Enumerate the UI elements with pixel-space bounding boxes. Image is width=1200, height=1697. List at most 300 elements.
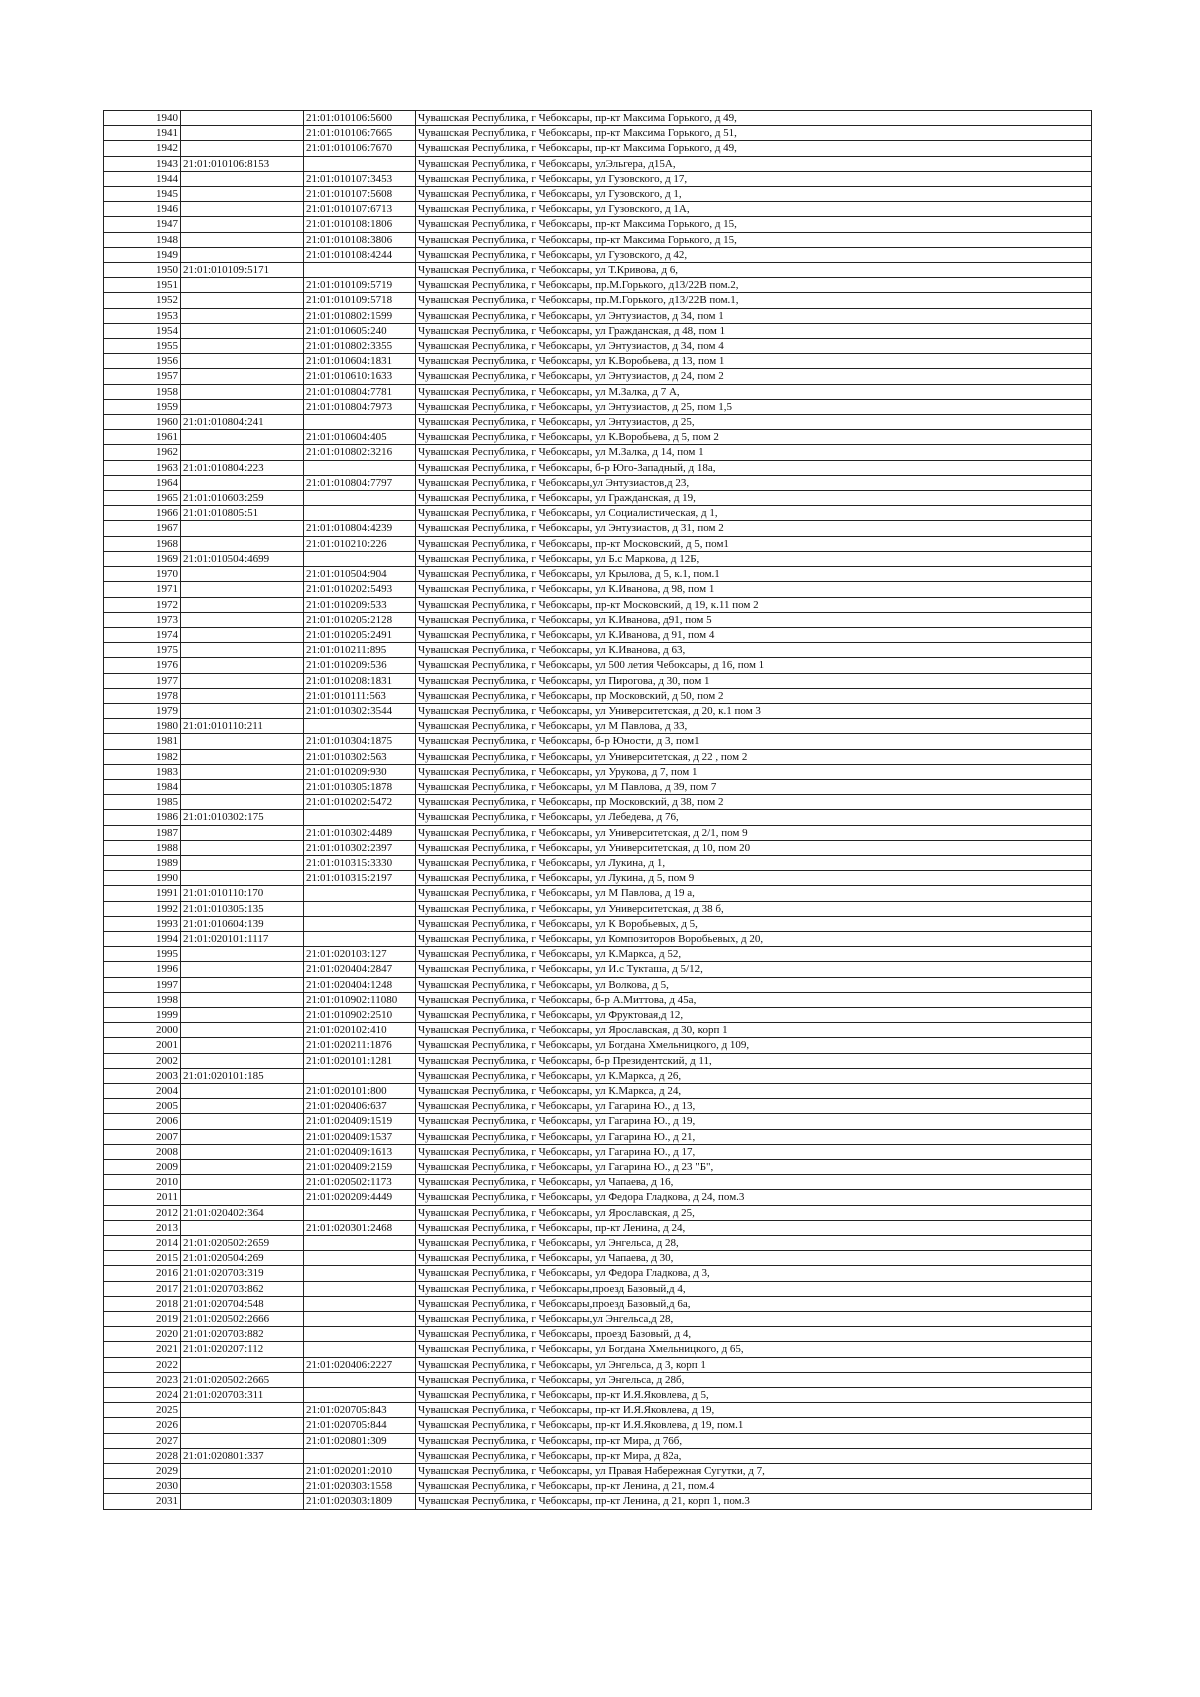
row-number-cell: 1965 bbox=[104, 491, 181, 506]
table-row bbox=[104, 308, 1092, 323]
row-number-cell: 1995 bbox=[104, 947, 181, 962]
land-cadastral-number-cell bbox=[181, 323, 304, 338]
land-cadastral-number-cell bbox=[181, 278, 304, 293]
table-row bbox=[104, 232, 1092, 247]
row-number-cell: 1960 bbox=[104, 415, 181, 430]
table-row bbox=[104, 1342, 1092, 1357]
row-number-cell: 1955 bbox=[104, 339, 181, 354]
land-cadastral-number-cell bbox=[181, 1053, 304, 1068]
table-row bbox=[104, 1312, 1092, 1327]
land-cadastral-number-cell bbox=[181, 1084, 304, 1099]
row-number-cell: 1970 bbox=[104, 567, 181, 582]
land-cadastral-number-cell bbox=[181, 1220, 304, 1235]
land-cadastral-number-cell: 21:01:020502:2659 bbox=[181, 1236, 304, 1251]
address-cell: Чувашская Республика, г Чебоксары, пр-кт Максима Горького, д 49, bbox=[416, 111, 1092, 126]
table-row bbox=[104, 947, 1092, 962]
row-number-cell: 2024 bbox=[104, 1388, 181, 1403]
address-cell: Чувашская Республика, г Чебоксары, ул Гузовского, д 17, bbox=[416, 171, 1092, 186]
building-cadastral-number-cell: 21:01:010108:4244 bbox=[304, 247, 416, 262]
land-cadastral-number-cell bbox=[181, 126, 304, 141]
address-cell: Чувашская Республика, г Чебоксары, ул Т.Кривова, д 6, bbox=[416, 263, 1092, 278]
building-cadastral-number-cell: 21:01:010604:405 bbox=[304, 430, 416, 445]
row-number-cell: 1989 bbox=[104, 855, 181, 870]
table-row bbox=[104, 1236, 1092, 1251]
building-cadastral-number-cell: 21:01:020101:1281 bbox=[304, 1053, 416, 1068]
row-number-cell: 1961 bbox=[104, 430, 181, 445]
table-row bbox=[104, 612, 1092, 627]
address-cell: Чувашская Республика, г Чебоксары, ул К.Иванова, д 63, bbox=[416, 643, 1092, 658]
table-row bbox=[104, 1372, 1092, 1387]
land-cadastral-number-cell bbox=[181, 1494, 304, 1509]
building-cadastral-number-cell: 21:01:010211:895 bbox=[304, 643, 416, 658]
row-number-cell: 1954 bbox=[104, 323, 181, 338]
address-cell: Чувашская Республика, г Чебоксары, пр-кт И.Я.Яковлева, д 19, bbox=[416, 1403, 1092, 1418]
row-number-cell: 1999 bbox=[104, 1007, 181, 1022]
table-row bbox=[104, 1251, 1092, 1266]
building-cadastral-number-cell bbox=[304, 901, 416, 916]
land-cadastral-number-cell bbox=[181, 871, 304, 886]
row-number-cell: 1964 bbox=[104, 475, 181, 490]
table-row bbox=[104, 1403, 1092, 1418]
address-cell: Чувашская Республика, г Чебоксары, ул К.Маркса, д 26, bbox=[416, 1068, 1092, 1083]
building-cadastral-number-cell: 21:01:020303:1558 bbox=[304, 1479, 416, 1494]
building-cadastral-number-cell bbox=[304, 1372, 416, 1387]
address-cell: Чувашская Республика, г Чебоксары, пр-кт Максима Горького, д 49, bbox=[416, 141, 1092, 156]
address-cell: Чувашская Республика, г Чебоксары, ул Энтузиастов, д 25, bbox=[416, 415, 1092, 430]
building-cadastral-number-cell: 21:01:010802:3216 bbox=[304, 445, 416, 460]
land-cadastral-number-cell: 21:01:010804:241 bbox=[181, 415, 304, 430]
table-row bbox=[104, 1205, 1092, 1220]
land-cadastral-number-cell bbox=[181, 825, 304, 840]
table-row bbox=[104, 1327, 1092, 1342]
address-cell: Чувашская Республика, г Чебоксары, ул Университетская, д 10, пом 20 bbox=[416, 840, 1092, 855]
table-row bbox=[104, 1114, 1092, 1129]
building-cadastral-number-cell: 21:01:020502:1173 bbox=[304, 1175, 416, 1190]
land-cadastral-number-cell bbox=[181, 475, 304, 490]
building-cadastral-number-cell bbox=[304, 1342, 416, 1357]
table-row bbox=[104, 506, 1092, 521]
land-cadastral-number-cell: 21:01:020502:2666 bbox=[181, 1312, 304, 1327]
building-cadastral-number-cell: 21:01:010305:1878 bbox=[304, 779, 416, 794]
address-cell: Чувашская Республика, г Чебоксары, ул Гагарина Ю., д 17, bbox=[416, 1144, 1092, 1159]
address-cell: Чувашская Республика, г Чебоксары, ул Гагарина Ю., д 23 "Б", bbox=[416, 1160, 1092, 1175]
address-cell: Чувашская Республика, г Чебоксары, ул Лукина, д 1, bbox=[416, 855, 1092, 870]
row-number-cell: 2000 bbox=[104, 1023, 181, 1038]
building-cadastral-number-cell: 21:01:010210:226 bbox=[304, 536, 416, 551]
row-number-cell: 2016 bbox=[104, 1266, 181, 1281]
table-row bbox=[104, 1388, 1092, 1403]
table-row bbox=[104, 597, 1092, 612]
table-row bbox=[104, 627, 1092, 642]
land-cadastral-number-cell: 21:01:020704:548 bbox=[181, 1296, 304, 1311]
table-row bbox=[104, 460, 1092, 475]
building-cadastral-number-cell: 21:01:010605:240 bbox=[304, 323, 416, 338]
land-cadastral-number-cell bbox=[181, 1433, 304, 1448]
building-cadastral-number-cell: 21:01:010108:1806 bbox=[304, 217, 416, 232]
building-cadastral-number-cell: 21:01:010610:1633 bbox=[304, 369, 416, 384]
building-cadastral-number-cell: 21:01:010302:4489 bbox=[304, 825, 416, 840]
address-cell: Чувашская Республика, г Чебоксары, ул Гражданская, д 19, bbox=[416, 491, 1092, 506]
building-cadastral-number-cell: 21:01:010902:2510 bbox=[304, 1007, 416, 1022]
building-cadastral-number-cell: 21:01:020404:1248 bbox=[304, 977, 416, 992]
address-cell: Чувашская Республика, г Чебоксары, пр-кт Московский, д 19, к.11 пом 2 bbox=[416, 597, 1092, 612]
land-cadastral-number-cell bbox=[181, 582, 304, 597]
building-cadastral-number-cell bbox=[304, 491, 416, 506]
address-cell: Чувашская Республика, г Чебоксары, ул Университетская, д 38 б, bbox=[416, 901, 1092, 916]
building-cadastral-number-cell bbox=[304, 719, 416, 734]
address-cell: Чувашская Республика, г Чебоксары, б-р Юго-Западный, д 18а, bbox=[416, 460, 1092, 475]
address-cell: Чувашская Республика, г Чебоксары, ул Волкова, д 5, bbox=[416, 977, 1092, 992]
land-cadastral-number-cell bbox=[181, 795, 304, 810]
table-row bbox=[104, 643, 1092, 658]
building-cadastral-number-cell: 21:01:020201:2010 bbox=[304, 1464, 416, 1479]
building-cadastral-number-cell: 21:01:010111:563 bbox=[304, 688, 416, 703]
address-cell: Чувашская Республика, г Чебоксары, ул Энтузиастов, д 34, пом 4 bbox=[416, 339, 1092, 354]
row-number-cell: 1969 bbox=[104, 551, 181, 566]
row-number-cell: 1976 bbox=[104, 658, 181, 673]
land-cadastral-number-cell bbox=[181, 597, 304, 612]
address-cell: Чувашская Республика, г Чебоксары, ул 500 летия Чебоксары, д 16, пом 1 bbox=[416, 658, 1092, 673]
address-cell: Чувашская Республика, г Чебоксары, ул М Павлова, д 19 а, bbox=[416, 886, 1092, 901]
land-cadastral-number-cell bbox=[181, 855, 304, 870]
land-cadastral-number-cell bbox=[181, 627, 304, 642]
land-cadastral-number-cell: 21:01:010110:170 bbox=[181, 886, 304, 901]
building-cadastral-number-cell: 21:01:020801:309 bbox=[304, 1433, 416, 1448]
building-cadastral-number-cell bbox=[304, 1251, 416, 1266]
address-cell: Чувашская Республика, г Чебоксары, пр-кт Мира, д 76б, bbox=[416, 1433, 1092, 1448]
land-cadastral-number-cell bbox=[181, 1357, 304, 1372]
table-row bbox=[104, 202, 1092, 217]
building-cadastral-number-cell bbox=[304, 156, 416, 171]
building-cadastral-number-cell: 21:01:010304:1875 bbox=[304, 734, 416, 749]
table-row bbox=[104, 430, 1092, 445]
building-cadastral-number-cell: 21:01:020209:4449 bbox=[304, 1190, 416, 1205]
table-row bbox=[104, 354, 1092, 369]
land-cadastral-number-cell bbox=[181, 1038, 304, 1053]
building-cadastral-number-cell: 21:01:010208:1831 bbox=[304, 673, 416, 688]
building-cadastral-number-cell: 21:01:020705:844 bbox=[304, 1418, 416, 1433]
table-row bbox=[104, 871, 1092, 886]
building-cadastral-number-cell bbox=[304, 1236, 416, 1251]
row-number-cell: 2002 bbox=[104, 1053, 181, 1068]
table-row bbox=[104, 475, 1092, 490]
row-number-cell: 1986 bbox=[104, 810, 181, 825]
table-row bbox=[104, 339, 1092, 354]
row-number-cell: 1947 bbox=[104, 217, 181, 232]
table-row bbox=[104, 764, 1092, 779]
table-row bbox=[104, 901, 1092, 916]
land-cadastral-number-cell bbox=[181, 1175, 304, 1190]
land-cadastral-number-cell bbox=[181, 947, 304, 962]
address-cell: Чувашская Республика, г Чебоксары, пр.М.Горького, д13/22В пом.1, bbox=[416, 293, 1092, 308]
address-cell: Чувашская Республика, г Чебоксары, ул Б.с Маркова, д 12Б, bbox=[416, 551, 1092, 566]
table-row bbox=[104, 1448, 1092, 1463]
address-cell: Чувашская Республика, г Чебоксары, ул Социалистическая, д 1, bbox=[416, 506, 1092, 521]
row-number-cell: 1994 bbox=[104, 931, 181, 946]
table-row bbox=[104, 551, 1092, 566]
table-row bbox=[104, 491, 1092, 506]
row-number-cell: 1996 bbox=[104, 962, 181, 977]
row-number-cell: 1940 bbox=[104, 111, 181, 126]
row-number-cell: 1985 bbox=[104, 795, 181, 810]
address-cell: Чувашская Республика, г Чебоксары, ул К.Иванова, д 91, пом 4 bbox=[416, 627, 1092, 642]
address-cell: Чувашская Республика, г Чебоксары, пр-кт Московский, д 5, пом1 bbox=[416, 536, 1092, 551]
land-cadastral-number-cell bbox=[181, 217, 304, 232]
land-cadastral-number-cell: 21:01:020101:185 bbox=[181, 1068, 304, 1083]
land-cadastral-number-cell bbox=[181, 247, 304, 262]
building-cadastral-number-cell: 21:01:010315:2197 bbox=[304, 871, 416, 886]
address-cell: Чувашская Республика, г Чебоксары, б-р Юности, д 3, пом1 bbox=[416, 734, 1092, 749]
land-cadastral-number-cell bbox=[181, 749, 304, 764]
address-cell: Чувашская Республика, г Чебоксары,ул Энгельса,д 28, bbox=[416, 1312, 1092, 1327]
table-row bbox=[104, 521, 1092, 536]
land-cadastral-number-cell bbox=[181, 1403, 304, 1418]
land-cadastral-number-cell bbox=[181, 384, 304, 399]
building-cadastral-number-cell bbox=[304, 460, 416, 475]
cadastral-table bbox=[103, 110, 1092, 1510]
land-cadastral-number-cell bbox=[181, 399, 304, 414]
address-cell: Чувашская Республика, г Чебоксары,проезд Базовый,д 4, bbox=[416, 1281, 1092, 1296]
building-cadastral-number-cell bbox=[304, 1205, 416, 1220]
address-cell: Чувашская Республика, г Чебоксары, ул Энгельса, д 28б, bbox=[416, 1372, 1092, 1387]
address-cell: Чувашская Республика, г Чебоксары, ул Богдана Хмельницкого, д 65, bbox=[416, 1342, 1092, 1357]
table-row bbox=[104, 187, 1092, 202]
land-cadastral-number-cell bbox=[181, 1190, 304, 1205]
row-number-cell: 2006 bbox=[104, 1114, 181, 1129]
address-cell: Чувашская Республика, г Чебоксары, пр.М.Горького, д13/22В пом.2, bbox=[416, 278, 1092, 293]
building-cadastral-number-cell bbox=[304, 415, 416, 430]
building-cadastral-number-cell bbox=[304, 1266, 416, 1281]
land-cadastral-number-cell bbox=[181, 1099, 304, 1114]
address-cell: Чувашская Республика, г Чебоксары, пр-кт Максима Горького, д 15, bbox=[416, 232, 1092, 247]
address-cell: Чувашская Республика, г Чебоксары, ул Гагарина Ю., д 13, bbox=[416, 1099, 1092, 1114]
building-cadastral-number-cell: 21:01:010302:563 bbox=[304, 749, 416, 764]
address-cell: Чувашская Республика, г Чебоксары, пр-кт И.Я.Яковлева, д 5, bbox=[416, 1388, 1092, 1403]
address-cell: Чувашская Республика, г Чебоксары, ул К.Воробьева, д 5, пом 2 bbox=[416, 430, 1092, 445]
building-cadastral-number-cell bbox=[304, 916, 416, 931]
table-row bbox=[104, 810, 1092, 825]
land-cadastral-number-cell bbox=[181, 1114, 304, 1129]
address-cell: Чувашская Республика, г Чебоксары, ул Чапаева, д 30, bbox=[416, 1251, 1092, 1266]
building-cadastral-number-cell: 21:01:010604:1831 bbox=[304, 354, 416, 369]
row-number-cell: 2001 bbox=[104, 1038, 181, 1053]
land-cadastral-number-cell bbox=[181, 658, 304, 673]
table-row bbox=[104, 916, 1092, 931]
table-row bbox=[104, 1418, 1092, 1433]
table-row bbox=[104, 399, 1092, 414]
land-cadastral-number-cell bbox=[181, 1479, 304, 1494]
table-row bbox=[104, 1023, 1092, 1038]
table-row bbox=[104, 1068, 1092, 1083]
row-number-cell: 2025 bbox=[104, 1403, 181, 1418]
building-cadastral-number-cell bbox=[304, 263, 416, 278]
row-number-cell: 1984 bbox=[104, 779, 181, 794]
table-row bbox=[104, 323, 1092, 338]
row-number-cell: 2017 bbox=[104, 1281, 181, 1296]
building-cadastral-number-cell: 21:01:010804:7781 bbox=[304, 384, 416, 399]
address-cell: Чувашская Республика, г Чебоксары, ул Крылова, д 5, к.1, пом.1 bbox=[416, 567, 1092, 582]
address-cell: Чувашская Республика, г Чебоксары, ул Энтузиастов, д 31, пом 2 bbox=[416, 521, 1092, 536]
row-number-cell: 1981 bbox=[104, 734, 181, 749]
building-cadastral-number-cell: 21:01:010209:536 bbox=[304, 658, 416, 673]
row-number-cell: 2013 bbox=[104, 1220, 181, 1235]
row-number-cell: 1993 bbox=[104, 916, 181, 931]
land-cadastral-number-cell bbox=[181, 779, 304, 794]
table-row bbox=[104, 1007, 1092, 1022]
table-row bbox=[104, 1144, 1092, 1159]
row-number-cell: 1992 bbox=[104, 901, 181, 916]
building-cadastral-number-cell: 21:01:010209:533 bbox=[304, 597, 416, 612]
address-cell: Чувашская Республика, г Чебоксары, ул Энтузиастов, д 25, пом 1,5 bbox=[416, 399, 1092, 414]
building-cadastral-number-cell bbox=[304, 1448, 416, 1463]
address-cell: Чувашская Республика, г Чебоксары, б-р Президентский, д 11, bbox=[416, 1053, 1092, 1068]
table-row bbox=[104, 247, 1092, 262]
address-cell: Чувашская Республика, г Чебоксары, ул К.Маркса, д 24, bbox=[416, 1084, 1092, 1099]
row-number-cell: 1952 bbox=[104, 293, 181, 308]
row-number-cell: 1959 bbox=[104, 399, 181, 414]
land-cadastral-number-cell: 21:01:020402:364 bbox=[181, 1205, 304, 1220]
table-row bbox=[104, 369, 1092, 384]
address-cell: Чувашская Республика, г Чебоксары, ул М.Залка, д 7 А, bbox=[416, 384, 1092, 399]
row-number-cell: 1979 bbox=[104, 703, 181, 718]
land-cadastral-number-cell bbox=[181, 111, 304, 126]
row-number-cell: 2027 bbox=[104, 1433, 181, 1448]
table-row bbox=[104, 749, 1092, 764]
address-cell: Чувашская Республика, г Чебоксары, ул К Воробьевых, д 5, bbox=[416, 916, 1092, 931]
table-row bbox=[104, 1220, 1092, 1235]
building-cadastral-number-cell bbox=[304, 1327, 416, 1342]
building-cadastral-number-cell: 21:01:010107:6713 bbox=[304, 202, 416, 217]
table-row bbox=[104, 962, 1092, 977]
land-cadastral-number-cell bbox=[181, 992, 304, 1007]
table-row bbox=[104, 855, 1092, 870]
row-number-cell: 1967 bbox=[104, 521, 181, 536]
building-cadastral-number-cell: 21:01:020406:637 bbox=[304, 1099, 416, 1114]
address-cell: Чувашская Республика, г Чебоксары, ул Федора Гладкова, д 24, пом.3 bbox=[416, 1190, 1092, 1205]
table-row bbox=[104, 1433, 1092, 1448]
land-cadastral-number-cell bbox=[181, 734, 304, 749]
row-number-cell: 2031 bbox=[104, 1494, 181, 1509]
land-cadastral-number-cell bbox=[181, 354, 304, 369]
row-number-cell: 2028 bbox=[104, 1448, 181, 1463]
building-cadastral-number-cell: 21:01:010107:3453 bbox=[304, 171, 416, 186]
address-cell: Чувашская Республика, г Чебоксары, ул М Павлова, д 39, пом 7 bbox=[416, 779, 1092, 794]
address-cell: Чувашская Республика, г Чебоксары, ул Университетская, д 2/1, пом 9 bbox=[416, 825, 1092, 840]
table-row bbox=[104, 1160, 1092, 1175]
building-cadastral-number-cell: 21:01:020404:2847 bbox=[304, 962, 416, 977]
building-cadastral-number-cell: 21:01:020101:800 bbox=[304, 1084, 416, 1099]
building-cadastral-number-cell: 21:01:010802:1599 bbox=[304, 308, 416, 323]
land-cadastral-number-cell bbox=[181, 141, 304, 156]
building-cadastral-number-cell: 21:01:020103:127 bbox=[304, 947, 416, 962]
address-cell: Чувашская Республика, г Чебоксары, пр-кт Ленина, д 21, корп 1, пом.3 bbox=[416, 1494, 1092, 1509]
table-row bbox=[104, 886, 1092, 901]
building-cadastral-number-cell: 21:01:010106:7665 bbox=[304, 126, 416, 141]
row-number-cell: 1953 bbox=[104, 308, 181, 323]
table-row bbox=[104, 734, 1092, 749]
table-row bbox=[104, 795, 1092, 810]
row-number-cell: 1942 bbox=[104, 141, 181, 156]
table-row bbox=[104, 825, 1092, 840]
address-cell: Чувашская Республика, г Чебоксары, ул Энгельса, д 28, bbox=[416, 1236, 1092, 1251]
table-row bbox=[104, 703, 1092, 718]
table-row bbox=[104, 1357, 1092, 1372]
building-cadastral-number-cell: 21:01:010106:7670 bbox=[304, 141, 416, 156]
land-cadastral-number-cell: 21:01:010305:135 bbox=[181, 901, 304, 916]
building-cadastral-number-cell: 21:01:010804:7797 bbox=[304, 475, 416, 490]
land-cadastral-number-cell bbox=[181, 339, 304, 354]
land-cadastral-number-cell: 21:01:010504:4699 bbox=[181, 551, 304, 566]
row-number-cell: 1997 bbox=[104, 977, 181, 992]
land-cadastral-number-cell bbox=[181, 688, 304, 703]
building-cadastral-number-cell: 21:01:020705:843 bbox=[304, 1403, 416, 1418]
table-row bbox=[104, 1099, 1092, 1114]
building-cadastral-number-cell: 21:01:010804:4239 bbox=[304, 521, 416, 536]
table-row bbox=[104, 1129, 1092, 1144]
building-cadastral-number-cell: 21:01:010315:3330 bbox=[304, 855, 416, 870]
table-row bbox=[104, 1479, 1092, 1494]
row-number-cell: 1966 bbox=[104, 506, 181, 521]
land-cadastral-number-cell: 21:01:020502:2665 bbox=[181, 1372, 304, 1387]
building-cadastral-number-cell: 21:01:010109:5719 bbox=[304, 278, 416, 293]
land-cadastral-number-cell bbox=[181, 187, 304, 202]
land-cadastral-number-cell: 21:01:020703:311 bbox=[181, 1388, 304, 1403]
address-cell: Чувашская Республика, г Чебоксары, пр-кт Максима Горького, д 15, bbox=[416, 217, 1092, 232]
table-row bbox=[104, 384, 1092, 399]
building-cadastral-number-cell bbox=[304, 551, 416, 566]
address-cell: Чувашская Республика, г Чебоксары, проезд Базовый, д 4, bbox=[416, 1327, 1092, 1342]
land-cadastral-number-cell bbox=[181, 308, 304, 323]
row-number-cell: 1957 bbox=[104, 369, 181, 384]
land-cadastral-number-cell bbox=[181, 1144, 304, 1159]
address-cell: Чувашская Республика, г Чебоксары, ул Энгельса, д 3, корп 1 bbox=[416, 1357, 1092, 1372]
building-cadastral-number-cell bbox=[304, 1296, 416, 1311]
row-number-cell: 1978 bbox=[104, 688, 181, 703]
row-number-cell: 2003 bbox=[104, 1068, 181, 1083]
land-cadastral-number-cell: 21:01:020703:862 bbox=[181, 1281, 304, 1296]
row-number-cell: 1962 bbox=[104, 445, 181, 460]
row-number-cell: 1958 bbox=[104, 384, 181, 399]
land-cadastral-number-cell: 21:01:010805:51 bbox=[181, 506, 304, 521]
address-cell: Чувашская Республика, г Чебоксары, пр Московский, д 50, пом 2 bbox=[416, 688, 1092, 703]
land-cadastral-number-cell bbox=[181, 703, 304, 718]
building-cadastral-number-cell: 21:01:010205:2128 bbox=[304, 612, 416, 627]
table-row bbox=[104, 536, 1092, 551]
row-number-cell: 2021 bbox=[104, 1342, 181, 1357]
table-row bbox=[104, 1296, 1092, 1311]
building-cadastral-number-cell: 21:01:010108:3806 bbox=[304, 232, 416, 247]
building-cadastral-number-cell: 21:01:010902:11080 bbox=[304, 992, 416, 1007]
table-row bbox=[104, 992, 1092, 1007]
table-row bbox=[104, 111, 1092, 126]
address-cell: Чувашская Республика, г Чебоксары, ул Гражданская, д 48, пом 1 bbox=[416, 323, 1092, 338]
address-cell: Чувашская Республика, г Чебоксары, ул Пирогова, д 30, пом 1 bbox=[416, 673, 1092, 688]
table-row bbox=[104, 582, 1092, 597]
building-cadastral-number-cell bbox=[304, 1312, 416, 1327]
address-cell: Чувашская Республика, г Чебоксары, пр-кт Ленина, д 24, bbox=[416, 1220, 1092, 1235]
table-row bbox=[104, 171, 1092, 186]
land-cadastral-number-cell bbox=[181, 1418, 304, 1433]
row-number-cell: 2019 bbox=[104, 1312, 181, 1327]
table-row bbox=[104, 931, 1092, 946]
address-cell: Чувашская Республика, г Чебоксары, пр-кт И.Я.Яковлева, д 19, пом.1 bbox=[416, 1418, 1092, 1433]
address-cell: Чувашская Республика, г Чебоксары, ул Композиторов Воробьевых, д 20, bbox=[416, 931, 1092, 946]
row-number-cell: 1944 bbox=[104, 171, 181, 186]
table-row bbox=[104, 278, 1092, 293]
address-cell: Чувашская Республика, г Чебоксары,ул Энтузиастов,д 23, bbox=[416, 475, 1092, 490]
address-cell: Чувашская Республика, г Чебоксары, ул Лукина, д 5, пом 9 bbox=[416, 871, 1092, 886]
address-cell: Чувашская Республика, г Чебоксары, ул Университетская, д 22 , пом 2 bbox=[416, 749, 1092, 764]
